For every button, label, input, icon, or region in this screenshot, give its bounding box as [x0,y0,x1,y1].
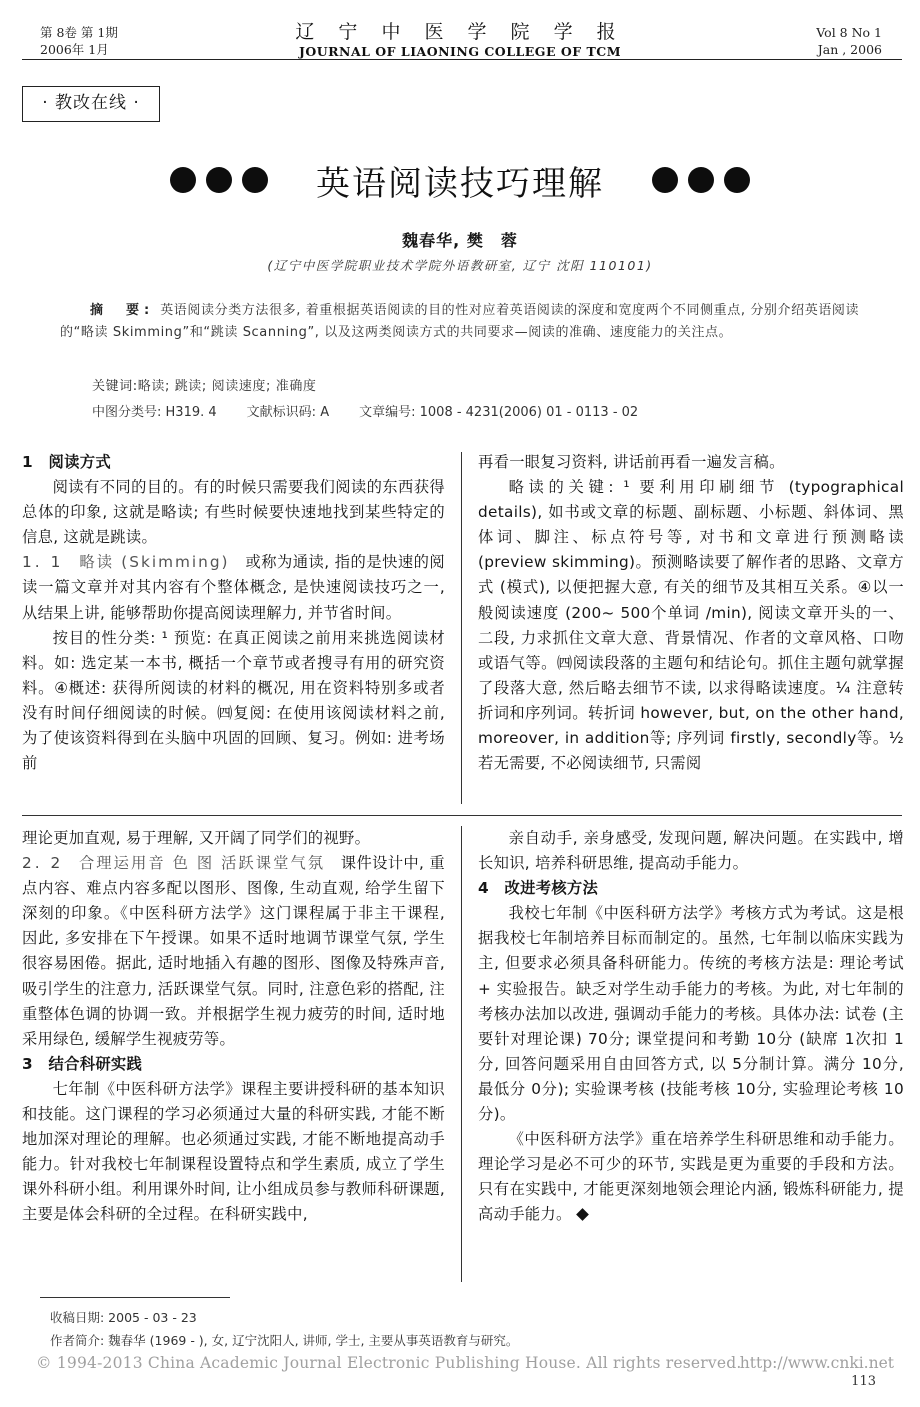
bullet-dot-icon [652,167,678,193]
subsection-paragraph: 2. 2 合理运用音 色 图 活跃课堂气氛 课件设计中, 重点内容、难点内容多配以图形、图像, 生动直观, 给学生留下深刻的印象。《中医科研方法学》这门课程属于非主干课程, 因此, 多安排在下午授课。如果不适时地调节课堂气氛, 学生很容易困倦。据此, 适时地插入有趣的图形、图像及特殊声音, 吸引学生的注意力, 活跃课堂气氛。同时, 注意色彩的搭配, 注重整体色调的协调一致。并根据学生视力疲劳的时间, 适时地采用绿色, 缓解学生视疲劳等。 [22,854,445,1048]
header-rule [22,59,902,60]
journal-title-en: JOURNAL OF LIAONING COLLEGE OF TCM [298,44,622,59]
keywords-text: 略读; 跳读; 阅读速度; 准确度 [137,379,317,394]
subsection-title: 合理运用音 色 图 活跃课堂气氛 [78,854,326,873]
bullet-dot-icon [206,167,232,193]
upper-left-column [22,450,445,776]
copyright-notice: © 1994-2013 China Academic Journal Electronic Publishing House. All rights reserved. [36,1354,742,1372]
journal-title-cn: 辽 宁 中 医 学 院 学 报 [295,21,625,43]
footnote-author-bio: 作者简介: 魏春华 (1969 - ), 女, 辽宁沈阳人, 讲师, 学士, 主要从事英语教育与研究。 [50,1333,519,1348]
journal-volume-issue: 第 8卷 第 1期 2006年 1月 [40,25,118,57]
clc-number: 中图分类号: H319. 4 [92,405,217,420]
bullet-dot-icon [242,167,268,193]
title-dots-left [170,167,268,193]
page-number: 113 [851,1374,876,1389]
document-code: 文献标识码: A [246,405,330,420]
paragraph: 《中医科研方法学》重在培养学生科研思维和动手能力。理论学习是必不可少的环节, 实践是更为重要的手段和方法。只有在实践中, 才能更深刻地领会理论内涵, 锻炼科研能力, 提高动手能力。 [478,1130,904,1224]
keywords [92,376,317,398]
article-title: 英语阅读技巧理解 [316,163,604,204]
article-title-row [0,152,920,208]
bullet-dot-icon [724,167,750,193]
end-mark-diamond-icon [576,1209,589,1222]
section-heading: 4 改进考核方法 [478,879,599,898]
subsection-title: 略读 (Skimming) [79,553,230,572]
abstract-label: 摘 要: [90,303,155,318]
paragraph: 略读的关键: ¹ 要利用印刷细节 (typographical details), 如书或文章的标题、副标题、小标题、斜体词、黑体词、脚注、标点符号等, 对书和文章进行预测略读 (preview skimming)。预测略读要了解作者的思路、文章方式 (模式), 以便把握大意, 有关的细节及其相互关系。④以一般阅读速度 (200~ 500个单词 /min), 阅读文章开头的一、二段, 力求抓住文章大意、背景情况、作者的文章风格、口吻或语气等。㈣阅读段落的主题句和结论句。抓住主题句就掌握了段落大意, 然后略去细节不读, 以求得略读速度。¼ 注意转折词和序列词。转折词 however, but, on the other hand, moreover, in addition等; 序列词 firstly, secondly等。½ 若无需要, 不必阅读细节, 只需阅 [478,478,904,773]
footnote-received: 收稿日期: 2005 - 03 - 23 [50,1310,197,1325]
lower-left-column [22,826,445,1228]
subsection-number: 2. 2 [22,854,64,873]
lower-right-column [478,826,904,1228]
article-meta [92,402,638,424]
copyright-url: http://www.cnki.net [739,1354,894,1372]
title-dots-right [652,167,750,193]
journal-title [0,20,920,60]
paragraph: 七年制《中医科研方法学》课程主要讲授科研的基本知识和技能。这门课程的学习必须通过大量的科研实践, 才能不断地加深对理论的理解。也必须通过实践, 才能不断地提高动手能力。针对我校七年制课程设置特点和学生素质, 成立了学生课外科研小组。利用课外时间, 让小组成员参与教师科研课题, 主要是体会科研的全过程。在科研实践中, [22,1079,445,1224]
authors: 魏春华, 樊 蓉 [402,231,518,250]
abstract [60,300,868,344]
article-number: 文章编号: 1008 - 4231(2006) 01 - 0113 - 02 [359,405,639,420]
abstract-text: 英语阅读分类方法很多, 着重根据英语阅读的目的性对应着英语阅读的深度和宽度两个不同侧重点, 分别介绍英语阅读的“略读 Skimming”和“跳读 Scanning”, 以及这两类阅读方式的共同要求—阅读的准确、速度能力的关注点。 [60,303,860,340]
paragraph: 我校七年制《中医科研方法学》考核方式为考试。这是根据我校七年制培养目标而制定的。虽然, 七年制以临床实践为主, 但要求必须具备科研能力。传统的考核方法是: 理论考试 + 实验报告。缺乏对学生动手能力的考核。为此, 对七年制的考核办法加以改进, 强调动手能力的考核。具体办法: 试卷 (主要针对理论课) 70分; 课堂提问和考勤 10分 (缺席 1次扣 1分, 回答问题采用自由回答方式, 以 5分制计算。满分 10分, 最低分 0分); 实验课考核 (技能考核 10分, 实验理论考核 10分)。 [478,904,904,1124]
section-heading: 3 结合科研实践 [22,1054,143,1073]
journal-volume-issue-en: Vol 8 No 1 Jan , 2006 [816,25,882,57]
affiliation: (辽宁中医学院职业技术学院外语教研室, 辽宁 沈阳 110101) [267,258,653,273]
subsection-paragraph: 1. 1 略读 (Skimming) 或称为通读, 指的是快速的阅读一篇文章并对其内容有个整体概念, 是快速阅读技巧之一, 从结果上讲, 能够帮助你提高阅读理解力, 并节省时间。 [22,553,445,622]
bullet-dot-icon [688,167,714,193]
paragraph: 按目的性分类: ¹ 预览: 在真正阅读之前用来挑选阅读材料。如: 选定某一本书, 概括一个章节或者搜寻有用的研究资料。④概述: 获得所阅读的材料的概况, 用在资料特别多或者没有时间仔细阅读的时候。㈣复阅: 在使用该阅读材料之前, 为了使该资料得到在头脑中巩固的回顾、复习。例如: 进考场前 [22,628,445,773]
keywords-label: 关键词: [92,379,138,394]
section-heading: 1 阅读方式 [22,453,111,471]
bullet-dot-icon [170,167,196,193]
upper-right-column [478,450,904,776]
subsection-number: 1. 1 [22,553,64,572]
column-separator [461,826,462,1282]
column-separator [461,452,462,804]
paragraph: 理论更加直观, 易于理解, 又开阔了同学们的视野。 [22,829,371,847]
paragraph: 阅读有不同的目的。有的时候只需要我们阅读的东西获得总体的印象, 这就是略读; 有些时候要快速地找到某些特定的信息, 这就是跳读。 [22,478,445,547]
footnote-rule [40,1297,230,1298]
section-divider [22,815,902,816]
column-tag: · 教改在线 · [22,86,160,122]
paragraph: 再看一眼复习资料, 讲话前再看一遍发言稿。 [478,453,785,471]
paragraph: 亲自动手, 亲身感受, 发现问题, 解决问题。在实践中, 增长知识, 培养科研思维, 提高动手能力。 [478,829,904,873]
